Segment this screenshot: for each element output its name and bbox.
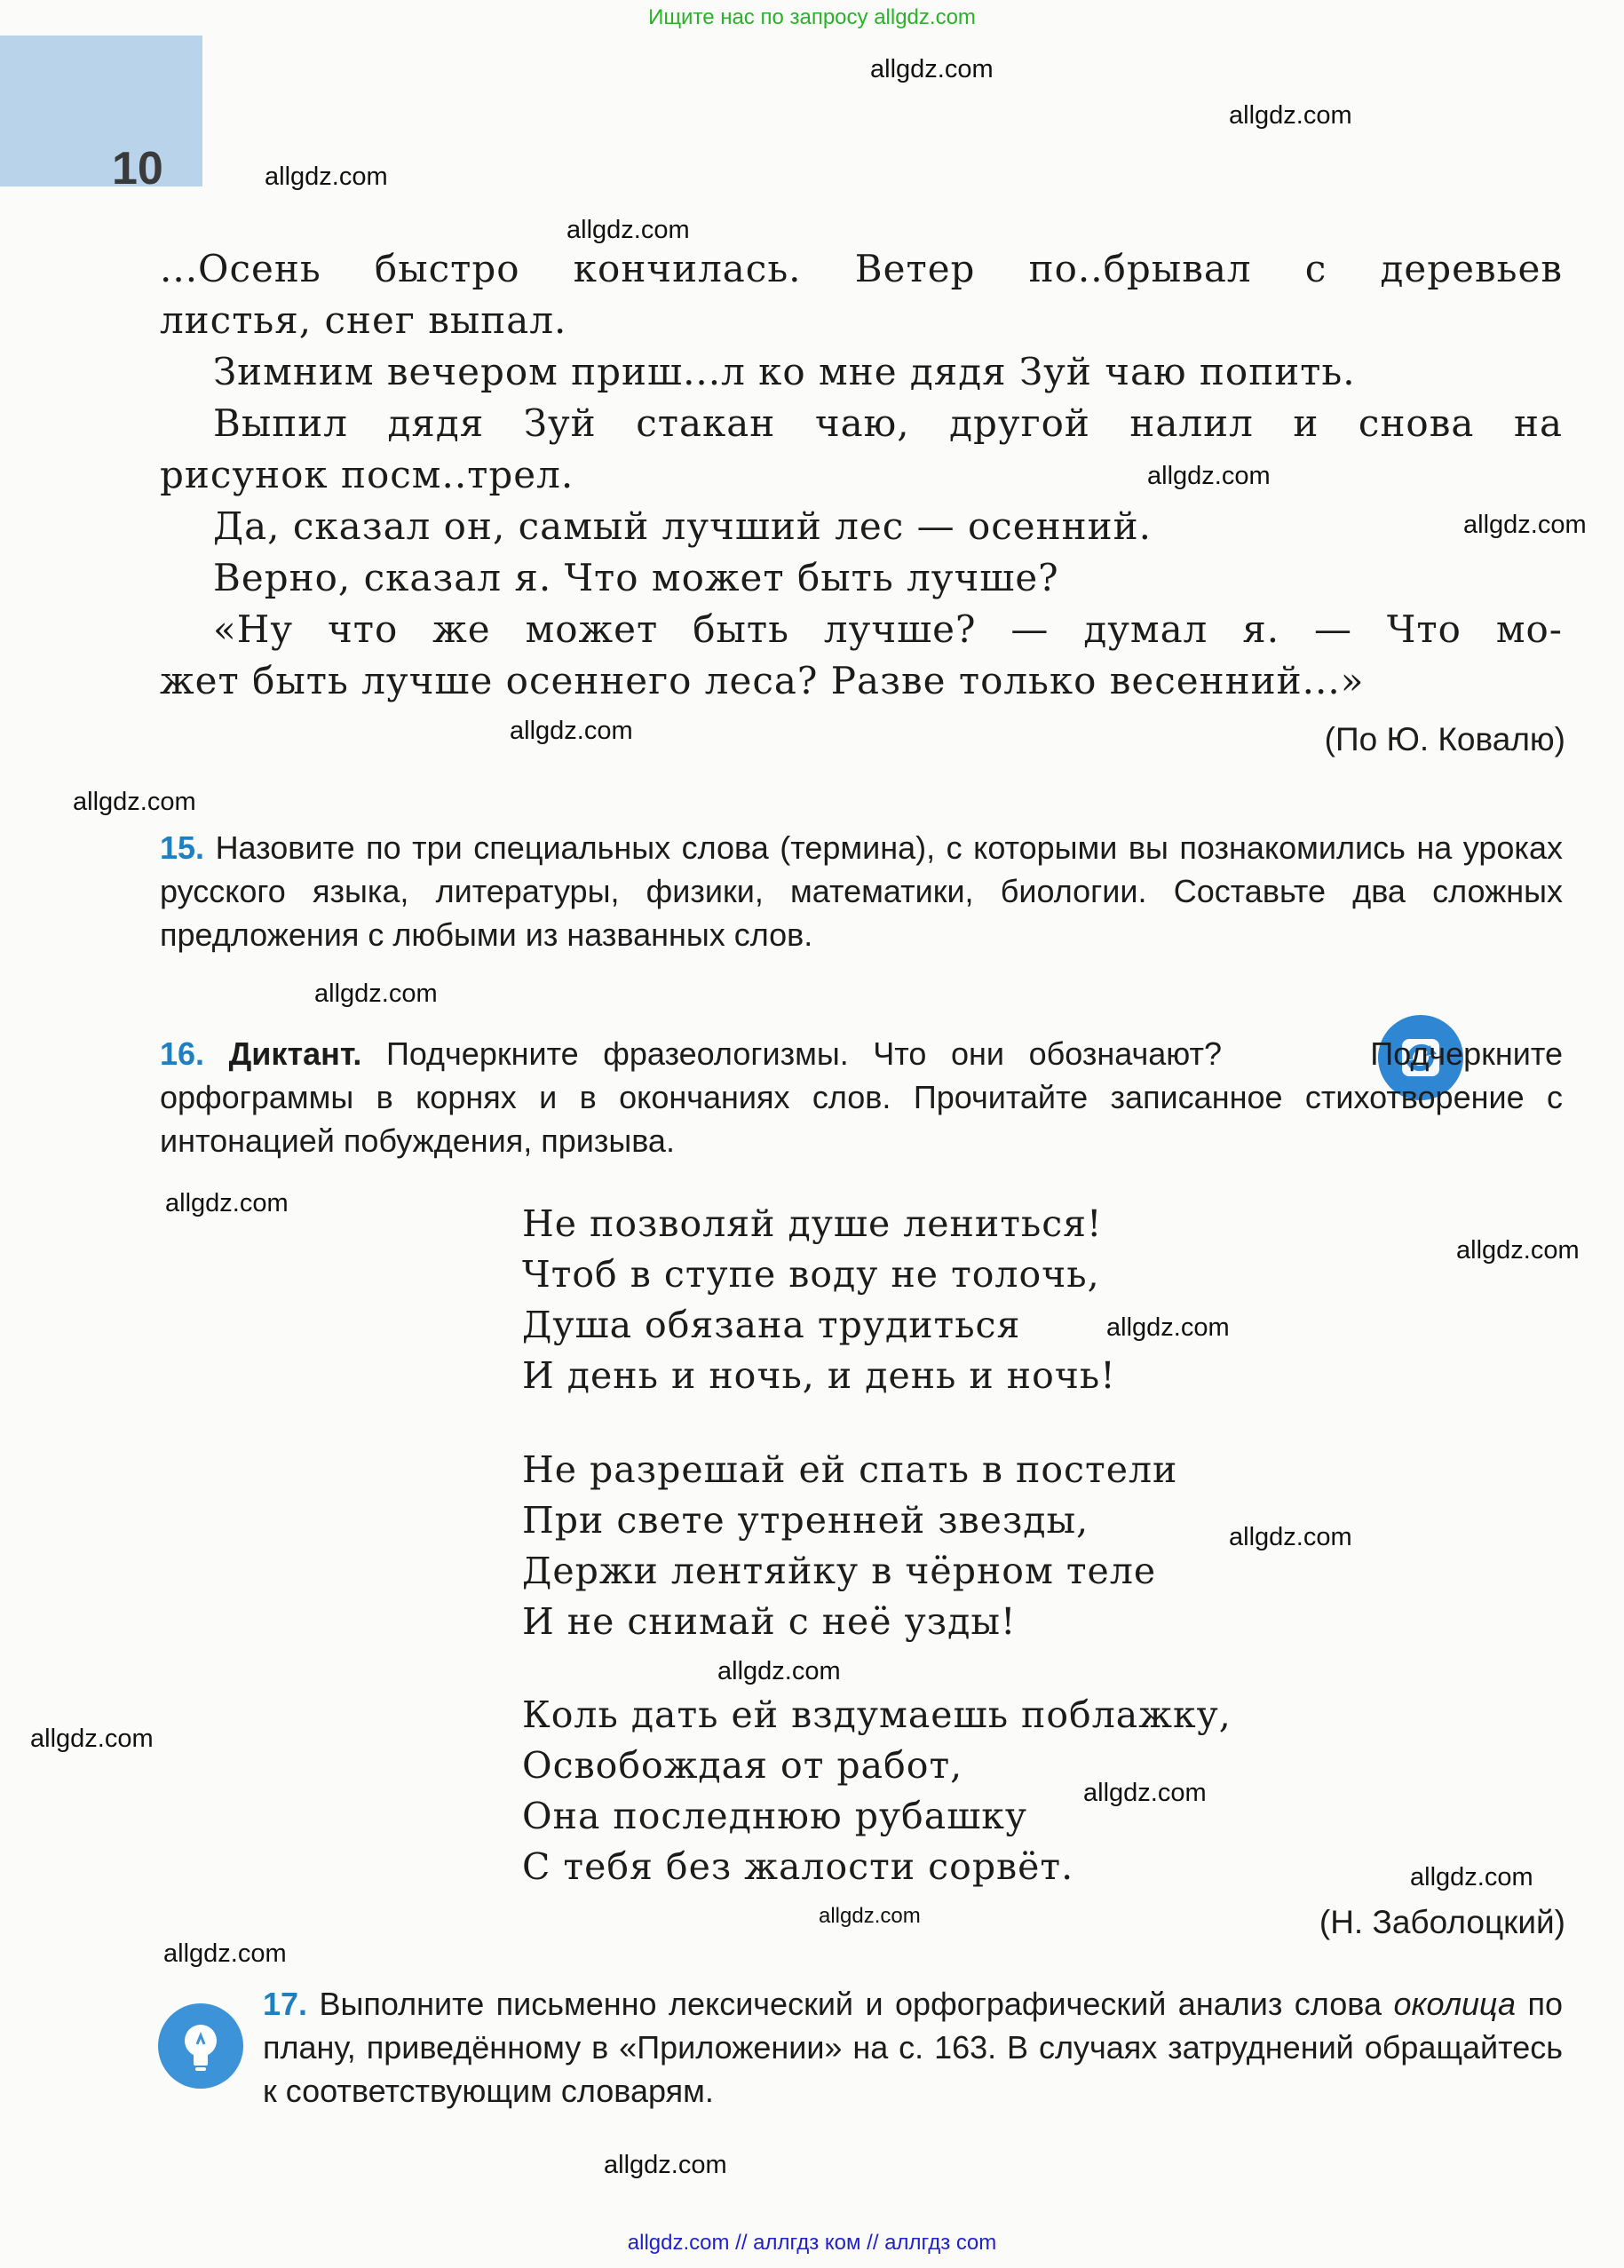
task-17 [263, 1982, 1563, 2113]
poem-line: Коль дать ей вздумаешь поблажку, [522, 1693, 1232, 1736]
watermark-text: allgdz.com [314, 979, 438, 1008]
watermark-text: allgdz.com [604, 2151, 727, 2179]
story-line: рисунок посм..трел. [160, 453, 574, 496]
story-line: Да, сказал он, самый лучший лес — осенний. [213, 504, 1152, 548]
poem-line: Держи лентяйку в чёрном теле [522, 1550, 1157, 1592]
story-author: (По Ю. Ковалю) [1324, 721, 1565, 757]
task-16-number: 16. [160, 1035, 205, 1072]
watermark-text: allgdz.com [1106, 1313, 1230, 1342]
watermark-text: allgdz.com [717, 1657, 841, 1685]
task-15-text: Назовите по три специальных слова (термина), с которыми вы познакомились на уроках русского языка, литературы, физики, математики, биологии. Составьте два сложных предложения с любыми из названных слов. [160, 829, 1563, 953]
watermark-text: allgdz.com [566, 216, 690, 244]
poem-line: С тебя без жалости сорвёт. [522, 1845, 1074, 1888]
watermark-text: allgdz.com [1229, 1523, 1352, 1551]
task-17-text-part2: по плану, приведённому в «Приложении» на с. 163. В случаях затруднений обращайтесь к соответствующим словарям. [263, 1986, 1563, 2109]
poem-line: Душа обязана трудиться [522, 1304, 1021, 1346]
story-line: листья, снег выпал. [160, 298, 567, 342]
story-line: жет быть лучше осеннего леса? Разве только весенний...» [160, 659, 1365, 702]
task-16-text-part2: Подчеркните орфограммы в корнях и в окончаниях слов. Прочитайте записанное стихотворение с интонацией побуждения, призыва. [160, 1035, 1563, 1159]
task-16 [160, 1032, 1563, 1162]
story-line: Выпил дядя Зуй стакан чаю, другой налил и снова на [213, 401, 1563, 445]
page-number: 10 [112, 143, 163, 194]
watermark-text: allgdz.com [870, 55, 994, 83]
bottom-banner-link[interactable]: allgdz.com // аллгдз ком // аллгдз com [627, 2231, 997, 2255]
task-17-italic-word: околица [1393, 1986, 1517, 2022]
watermark-text: allgdz.com [1463, 511, 1587, 539]
watermark-text: allgdz.com [819, 1904, 921, 1928]
poem-line: И день и ночь, и день и ночь! [522, 1354, 1116, 1397]
poem-line: Освобождая от работ, [522, 1744, 963, 1787]
poem-line: Не позволяй душе лениться! [522, 1202, 1103, 1245]
poem-line: При свете утренней звезды, [522, 1499, 1089, 1542]
top-banner-link[interactable]: Ищите нас по запросу allgdz.com [648, 5, 976, 29]
watermark-text: allgdz.com [73, 788, 196, 816]
watermark-text: allgdz.com [510, 717, 633, 745]
task-16-text-part1: Подчеркните фразеологизмы. Что они обозначают? [385, 1035, 1222, 1072]
watermark-text: allgdz.com [265, 163, 388, 191]
task-17-text-part1: Выполните письменно лексический и орфографический анализ слова [319, 1986, 1382, 2022]
watermark-text: allgdz.com [30, 1725, 154, 1753]
story-line: Зимним вечером приш...л ко мне дядя Зуй чаю попить. [213, 350, 1356, 393]
lightbulb-icon [158, 2003, 243, 2089]
watermark-text: allgdz.com [1229, 101, 1352, 130]
story-line: Верно, сказал я. Что может быть лучше? [213, 556, 1059, 599]
watermark-text: allgdz.com [1456, 1236, 1580, 1265]
watermark-text: allgdz.com [1083, 1779, 1207, 1807]
watermark-text: allgdz.com [1147, 462, 1271, 490]
poem-author: (Н. Заболоцкий) [1319, 1904, 1565, 1940]
task-16-title: Диктант. [228, 1035, 362, 1072]
story-line: «Ну что же может быть лучше? — думал я. — Что мо- [213, 607, 1563, 651]
watermark-text: allgdz.com [1410, 1863, 1533, 1891]
watermark-text: allgdz.com [163, 1939, 287, 1968]
task-17-number: 17. [263, 1986, 308, 2022]
watermark-text: allgdz.com [165, 1189, 289, 1217]
poem-line: И не снимай с неё узды! [522, 1600, 1017, 1643]
poem-line: Чтоб в ступе воду не толочь, [522, 1253, 1100, 1296]
poem-line: Не разрешай ей спать в постели [522, 1448, 1178, 1491]
task-15-number: 15. [160, 829, 205, 866]
story-line: ...Осень быстро кончилась. Ветер по..брывал с деревьев [160, 247, 1563, 290]
task-15 [160, 826, 1563, 956]
poem-line: Она последнюю рубашку [522, 1795, 1028, 1837]
page-corner-tab [0, 36, 202, 186]
